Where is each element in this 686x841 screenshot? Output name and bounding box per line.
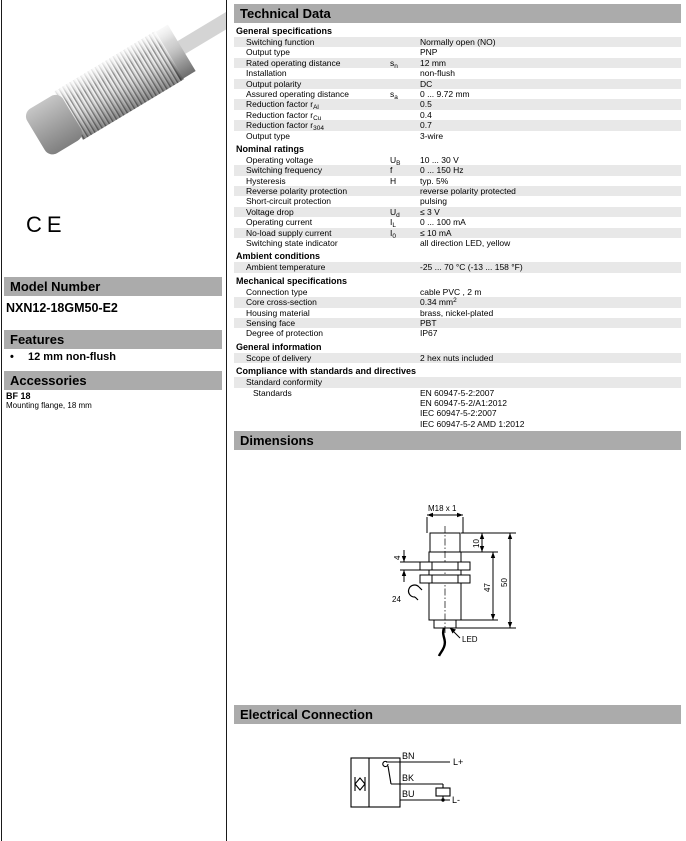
spec-row <box>234 120 681 130</box>
spec-label: Switching function <box>246 37 315 47</box>
spec-label: Operating voltage <box>246 154 314 165</box>
spec-value-line: IEC 60947-5-2 AMD 1:2012 <box>420 418 525 429</box>
spec-row <box>234 388 681 430</box>
spec-row <box>234 186 681 196</box>
spec-value: non-flush <box>420 68 455 79</box>
spec-value: 10 ... 30 V <box>420 154 459 165</box>
spec-symbol <box>390 110 420 120</box>
spec-label: Standards <box>253 387 292 398</box>
terminal-lplus-label: L+ <box>453 757 464 768</box>
spec-row <box>234 176 681 186</box>
spec-value: PBT <box>420 317 437 328</box>
spec-value: pulsing <box>420 196 447 207</box>
spec-value: 0.7 <box>420 120 432 131</box>
accessories-list <box>6 391 220 411</box>
spec-value: brass, nickel-plated <box>420 307 494 318</box>
terminal-lminus-label: L- <box>452 795 461 806</box>
right-column <box>227 0 686 841</box>
spec-label: Sensing face <box>246 317 296 328</box>
accessory-name: BF 18 <box>6 391 31 401</box>
spec-row <box>234 165 681 175</box>
spec-symbol <box>390 120 420 130</box>
spec-value: ≤ 10 mA <box>420 227 452 238</box>
spec-symbol: H <box>390 175 397 186</box>
wire-bn-label: BN <box>402 751 415 762</box>
wrench-size-label: 24 <box>392 595 401 605</box>
spec-value: 0.34 $mm^2$ <box>420 297 457 308</box>
spec-value: DC <box>420 78 433 89</box>
spec-row <box>234 99 681 109</box>
spec-label: No-load supply current <box>246 227 332 238</box>
accessories-header: Accessories <box>4 371 222 390</box>
spec-symbol <box>390 79 420 89</box>
wiring-diagram <box>234 724 681 838</box>
spec-value: ≤ 3 V <box>420 206 440 217</box>
spec-value: reverse polarity protected <box>420 186 516 197</box>
spec-label: Scope of delivery <box>246 352 312 363</box>
spec-value-line: EN 60947-5-2:2007 <box>420 387 495 398</box>
features-header: Features <box>4 330 222 349</box>
spec-symbol <box>390 328 420 338</box>
spec-label: Reduction factor $r_{Al}$ <box>246 99 319 110</box>
hex-nut-2 <box>420 575 470 583</box>
spec-label: Standard conformity <box>246 377 323 388</box>
spec-symbol <box>390 99 420 109</box>
spec-row <box>234 110 681 120</box>
spec-value-line: IEC 60947-5-2:2007 <box>420 408 497 419</box>
spec-row <box>234 37 681 47</box>
spec-row <box>234 207 681 217</box>
section-header: Nominal ratings <box>236 143 305 154</box>
spec-symbol <box>390 377 420 387</box>
spec-symbol <box>390 262 420 272</box>
head-height-label: 10 <box>472 539 481 549</box>
spec-row <box>234 238 681 248</box>
dimensions-header: Dimensions <box>234 431 681 450</box>
spec-value: 3-wire <box>420 130 444 141</box>
nut-thickness-label: 4 <box>393 555 402 561</box>
spec-row <box>234 47 681 57</box>
spec-label: Rated operating distance <box>246 57 341 68</box>
spec-value: 0.5 <box>420 99 432 110</box>
spec-value: 12 mm <box>420 57 446 68</box>
spec-row <box>234 377 681 387</box>
spec-symbol <box>390 196 420 206</box>
model-number-value: NXN12-18GM50-E2 <box>6 301 118 315</box>
spec-value: IP67 <box>420 328 438 339</box>
spec-row <box>234 287 681 297</box>
spec-symbol <box>390 287 420 297</box>
spec-value: 0 ... 9.72 mm <box>420 88 470 99</box>
spec-row <box>234 79 681 89</box>
features-list <box>10 351 220 363</box>
spec-symbol: $s_n$ <box>390 57 398 70</box>
feature-text: 12 mm non-flush <box>28 351 117 363</box>
body-length-label: 47 <box>483 583 492 593</box>
spec-symbol <box>390 37 420 47</box>
wire-bk-label: BK <box>402 773 415 784</box>
hex-nut-1 <box>420 562 470 570</box>
spec-row <box>234 353 681 363</box>
spec-value: typ. 5% <box>420 175 449 186</box>
spec-symbol: $U_d$ <box>390 206 400 219</box>
spec-row <box>234 131 681 141</box>
section-header: Mechanical specifications <box>236 275 348 286</box>
accessory-description: Mounting flange, 18 mm <box>6 401 92 410</box>
spec-label: Operating current <box>246 217 313 228</box>
spec-row <box>234 328 681 338</box>
proximity-sensor-icon <box>355 777 365 791</box>
section-header: General specifications <box>236 26 333 36</box>
bullet-icon: • <box>10 351 14 363</box>
spec-label: Assured operating distance <box>246 88 350 99</box>
spec-symbol <box>390 353 420 363</box>
spec-value: -25 ... 70 °C (-13 ... 158 °F) <box>420 262 523 273</box>
wrench-icon <box>409 585 419 597</box>
spec-label: Reduction factor $r_{304}$ <box>246 120 324 131</box>
spec-value: Normally open (NO) <box>420 37 496 47</box>
spec-value: cable PVC , 2 m <box>420 286 482 297</box>
spec-symbol <box>390 318 420 328</box>
spec-label: Connection type <box>246 286 308 297</box>
spec-label: Installation <box>246 68 287 79</box>
spec-symbol: $U_B$ <box>390 154 401 167</box>
spec-value-line: EN 60947-5-2/A1:2012 <box>420 397 507 408</box>
model-number-header: Model Number <box>4 277 222 296</box>
spec-value: 0.4 <box>420 109 432 120</box>
spec-label: Output polarity <box>246 78 302 89</box>
section-header: Ambient conditions <box>236 251 320 262</box>
sensor-body-group <box>22 0 226 159</box>
spec-symbol <box>390 131 420 141</box>
spec-label: Reduction factor $r_{Cu}$ <box>246 109 322 121</box>
spec-symbol <box>390 47 420 57</box>
spec-row <box>234 262 681 272</box>
spec-symbol <box>390 186 420 196</box>
spec-label: Short-circuit protection <box>246 196 332 207</box>
spec-label: Switching state indicator <box>246 238 338 249</box>
switch-icon <box>383 762 391 785</box>
wire-bu-label: BU <box>402 789 415 800</box>
dimension-drawing <box>234 450 681 703</box>
spec-label: Housing material <box>246 307 310 318</box>
spec-label: Degree of protection <box>246 328 324 339</box>
spec-value <box>420 377 681 387</box>
spec-row <box>234 308 681 318</box>
section-header: General information <box>236 341 322 352</box>
spec-value <box>420 388 681 430</box>
sensor-box <box>351 758 400 807</box>
spec-value: all direction LED, yellow <box>420 238 511 249</box>
electrical-connection-header: Electrical Connection <box>234 705 681 724</box>
spec-row <box>234 318 681 328</box>
left-column <box>2 0 226 841</box>
spec-value: 2 hex nuts included <box>420 352 494 363</box>
spec-value: PNP <box>420 47 438 58</box>
spec-label: Output type <box>246 47 290 58</box>
spec-row <box>234 89 681 99</box>
load-icon <box>436 788 450 796</box>
spec-label: Ambient temperature <box>246 262 326 273</box>
spec-symbol: $I_L$ <box>390 217 396 230</box>
spec-label: Core cross-section <box>246 297 317 308</box>
spec-value: 0 ... 100 mA <box>420 217 466 228</box>
spec-symbol: $s_a$ <box>390 88 398 101</box>
spec-symbol <box>390 238 420 248</box>
section-header: Compliance with standards and directives <box>236 366 417 377</box>
spec-symbol <box>390 297 420 307</box>
cable-outline <box>439 628 445 656</box>
spec-row <box>234 228 681 238</box>
spec-symbol <box>390 308 420 318</box>
spec-row <box>234 58 681 68</box>
thread-size-label: M18 x 1 <box>428 504 457 514</box>
spec-label: Voltage drop <box>246 206 294 217</box>
spec-label: Hysteresis <box>246 175 286 186</box>
ce-mark: CE <box>26 212 67 237</box>
technical-data-header: Technical Data <box>234 4 681 23</box>
spec-symbol <box>390 388 420 430</box>
spec-label: Switching frequency <box>246 165 323 176</box>
spec-row <box>234 155 681 165</box>
spec-value: 0 ... 150 Hz <box>420 165 464 176</box>
led-label: LED <box>462 635 478 645</box>
spec-symbol <box>390 68 420 78</box>
spec-symbol: f <box>390 165 393 176</box>
technical-table <box>234 23 681 429</box>
spec-label: Reverse polarity protection <box>246 186 348 197</box>
feature-item <box>10 351 220 363</box>
spec-symbol: $I_0$ <box>390 227 396 240</box>
spec-row <box>234 297 681 307</box>
spec-label: Output type <box>246 130 290 141</box>
spec-row <box>234 68 681 78</box>
spec-row <box>234 196 681 206</box>
total-length-label: 50 <box>500 578 509 588</box>
spec-row <box>234 217 681 230</box>
